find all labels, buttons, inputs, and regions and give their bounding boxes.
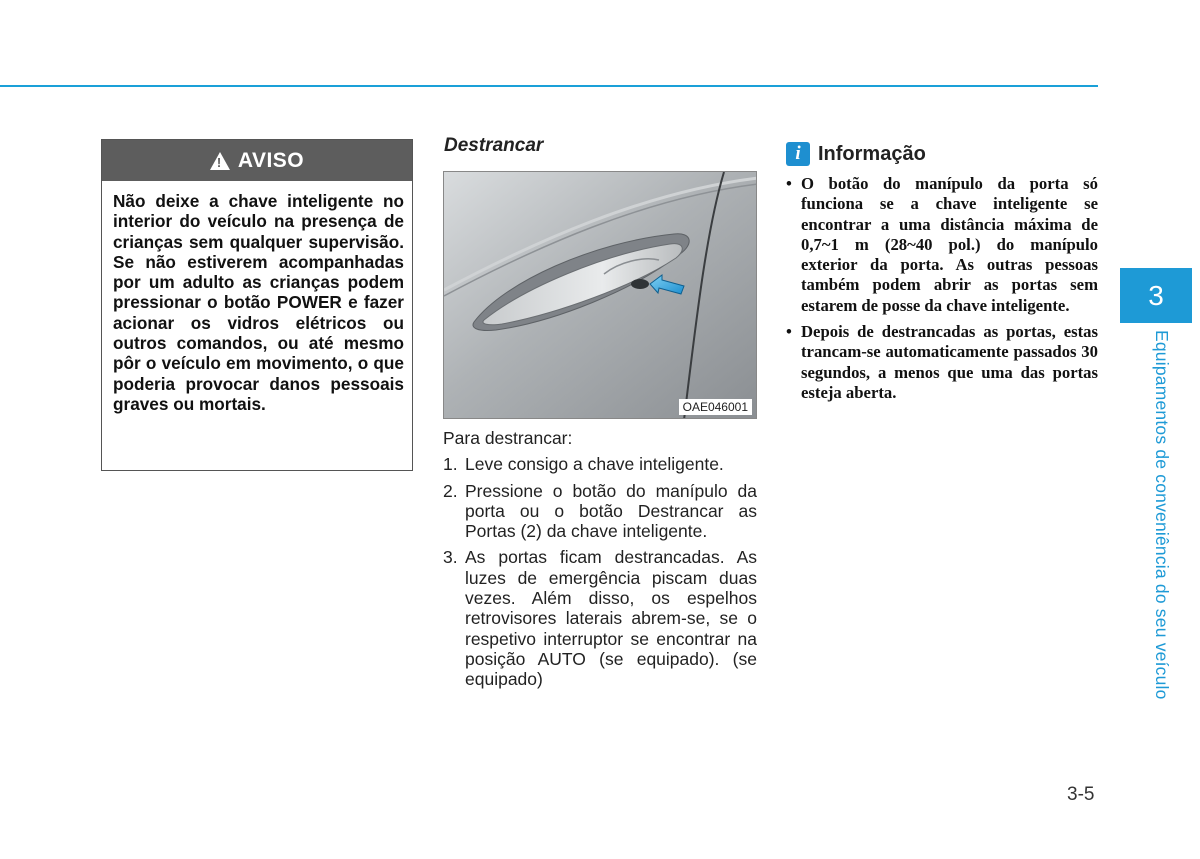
step-text: As portas ficam destrancadas. As luzes de emergência piscam duas vezes. Além disso, os espelhos retrovisores laterais abrem-se, se o respetivo interruptor se encontrar na posição AUTO (se equipado). (se equipado) [465, 547, 757, 690]
unlock-step [443, 481, 757, 542]
section-title: Destrancar [444, 135, 544, 156]
chapter-title: Equipamentos de conveniência do seu veículo [1152, 330, 1172, 700]
info-item [786, 174, 1098, 316]
step-text: Leve consigo a chave inteligente. [465, 454, 724, 475]
unlock-intro: Para destrancar: [443, 428, 573, 448]
bullet: • [786, 322, 792, 342]
page-number: 3-5 [1067, 784, 1095, 805]
unlock-step [443, 454, 757, 474]
warning-box [101, 139, 413, 471]
info-icon: i [786, 142, 810, 166]
step-text: Pressione o botão do manípulo da porta ou o botão Destrancar as Portas (2) da chave inteligente. [465, 480, 757, 542]
info-list [786, 174, 1098, 409]
warning-title: AVISO [237, 148, 305, 172]
info-item-text: O botão do manípulo da porta só funciona se a chave inteligente se encontrar a uma distância máxima de 0,7~1 m (28~40 pol.) do manípulo exterior da porta. As outras pessoas também podem abrir as portas sem estarem de posse da chave inteligente. [801, 174, 1098, 315]
warning-text: Não deixe a chave inteligente no interior do veículo na presença de crianças sem qualquer supervisão. Se não estiverem acompanhadas por um adulto as crianças podem pressionar o botão POWER e fazer acionar os vidros elétricos ou outros comandos, ou até mesmo pôr o veículo em movimento, o que poderia provocar danos pessoais graves ou mortais. [113, 191, 404, 414]
warning-header [102, 140, 412, 181]
header-rule [0, 85, 1098, 87]
door-handle-figure [443, 171, 757, 419]
step-number: 2. [443, 480, 458, 501]
chapter-tab: 3 [1120, 268, 1192, 323]
unlock-step [443, 547, 757, 689]
warning-triangle-icon [210, 152, 230, 170]
step-number: 1. [443, 454, 458, 475]
info-item-text: Depois de destrancadas as portas, estas trancam-se automaticamente passados 30 segundos, a menos que uma das portas esteja aberta. [801, 322, 1098, 402]
step-number: 3. [443, 547, 458, 568]
unlock-instructions [443, 428, 757, 696]
figure-code: OAE046001 [679, 399, 752, 415]
bullet: • [786, 174, 792, 193]
info-title: Informação [818, 142, 926, 165]
info-item [786, 322, 1098, 403]
door-handle-illustration [444, 172, 757, 419]
info-header [786, 142, 926, 166]
